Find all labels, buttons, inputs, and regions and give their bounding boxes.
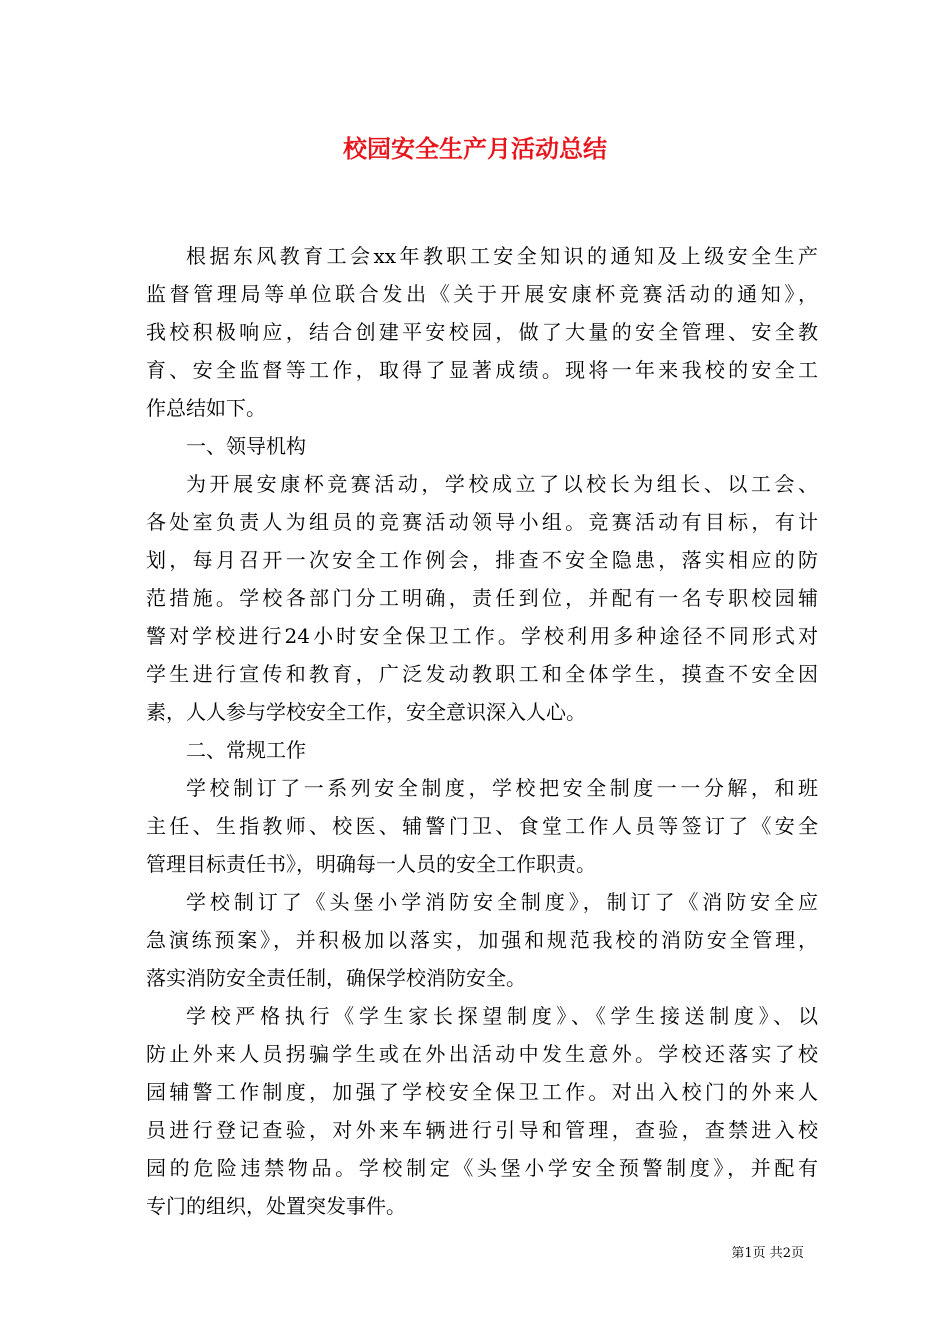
paragraph-line: 我校积极响应，结合创建平安校园，做了大量的安全管理、安全教 xyxy=(146,320,818,344)
paragraph-line: 学校制订了《头堡小学消防安全制度》，制订了《消防安全应 xyxy=(186,890,818,914)
paragraph-line: 育、安全监督等工作，取得了显著成绩。现将一年来我校的安全工 xyxy=(146,358,818,382)
section-heading: 二、常规工作 xyxy=(186,738,306,762)
page-number: 第1页 共2页 xyxy=(731,1246,804,1261)
paragraph-line: 员进行登记查验，对外来车辆进行引导和管理，查验，查禁进入校 xyxy=(146,1118,818,1142)
section-heading: 一、领导机构 xyxy=(186,434,306,458)
paragraph-line: 监督管理局等单位联合发出《关于开展安康杯竞赛活动的通知》， xyxy=(146,282,818,306)
paragraph-line: 主任、生指教师、校医、辅警门卫、食堂工作人员等签订了《安全 xyxy=(146,814,818,838)
document-body xyxy=(146,237,818,1225)
paragraph-line: 学校严格执行《学生家长探望制度》、《学生接送制度》、以 xyxy=(186,1004,818,1028)
paragraph-line: 各处室负责人为组员的竞赛活动领导小组。竞赛活动有目标，有计 xyxy=(146,510,818,534)
paragraph-line: 学校制订了一系列安全制度，学校把安全制度一一分解，和班 xyxy=(186,776,818,800)
paragraph-line: 范措施。学校各部门分工明确，责任到位，并配有一名专职校园辅 xyxy=(146,586,818,610)
paragraph-line: 素，人人参与学校安全工作，安全意识深入人心。 xyxy=(146,700,586,724)
paragraph-line: 管理目标责任书》，明确每一人员的安全工作职责。 xyxy=(146,852,596,876)
document-title: 校园安全生产月活动总结 xyxy=(343,134,607,163)
paragraph-line: 专门的组织，处置突发事件。 xyxy=(146,1194,406,1218)
paragraph-line: 作总结如下。 xyxy=(146,396,266,420)
paragraph-line: 园的危险违禁物品。学校制定《头堡小学安全预警制度》，并配有 xyxy=(146,1156,818,1180)
paragraph-line: 为开展安康杯竞赛活动，学校成立了以校长为组长、以工会、 xyxy=(186,472,818,496)
paragraph-line: 防止外来人员拐骗学生或在外出活动中发生意外。学校还落实了校 xyxy=(146,1042,818,1066)
paragraph-line: 警对学校进行24小时安全保卫工作。学校利用多种途径不同形式对 xyxy=(146,624,818,648)
paragraph-line: 学生进行宣传和教育，广泛发动教职工和全体学生，摸查不安全因 xyxy=(146,662,818,686)
paragraph-line: 急演练预案》，并积极加以落实，加强和规范我校的消防安全管理， xyxy=(146,928,818,952)
paragraph-line: 划，每月召开一次安全工作例会，排查不安全隐患，落实相应的防 xyxy=(146,548,818,572)
paragraph-line: 园辅警工作制度，加强了学校安全保卫工作。对出入校门的外来人 xyxy=(146,1080,818,1104)
paragraph-line: 根据东风教育工会xx年教职工安全知识的通知及上级安全生产 xyxy=(186,244,818,268)
paragraph-line: 落实消防安全责任制，确保学校消防安全。 xyxy=(146,966,526,990)
